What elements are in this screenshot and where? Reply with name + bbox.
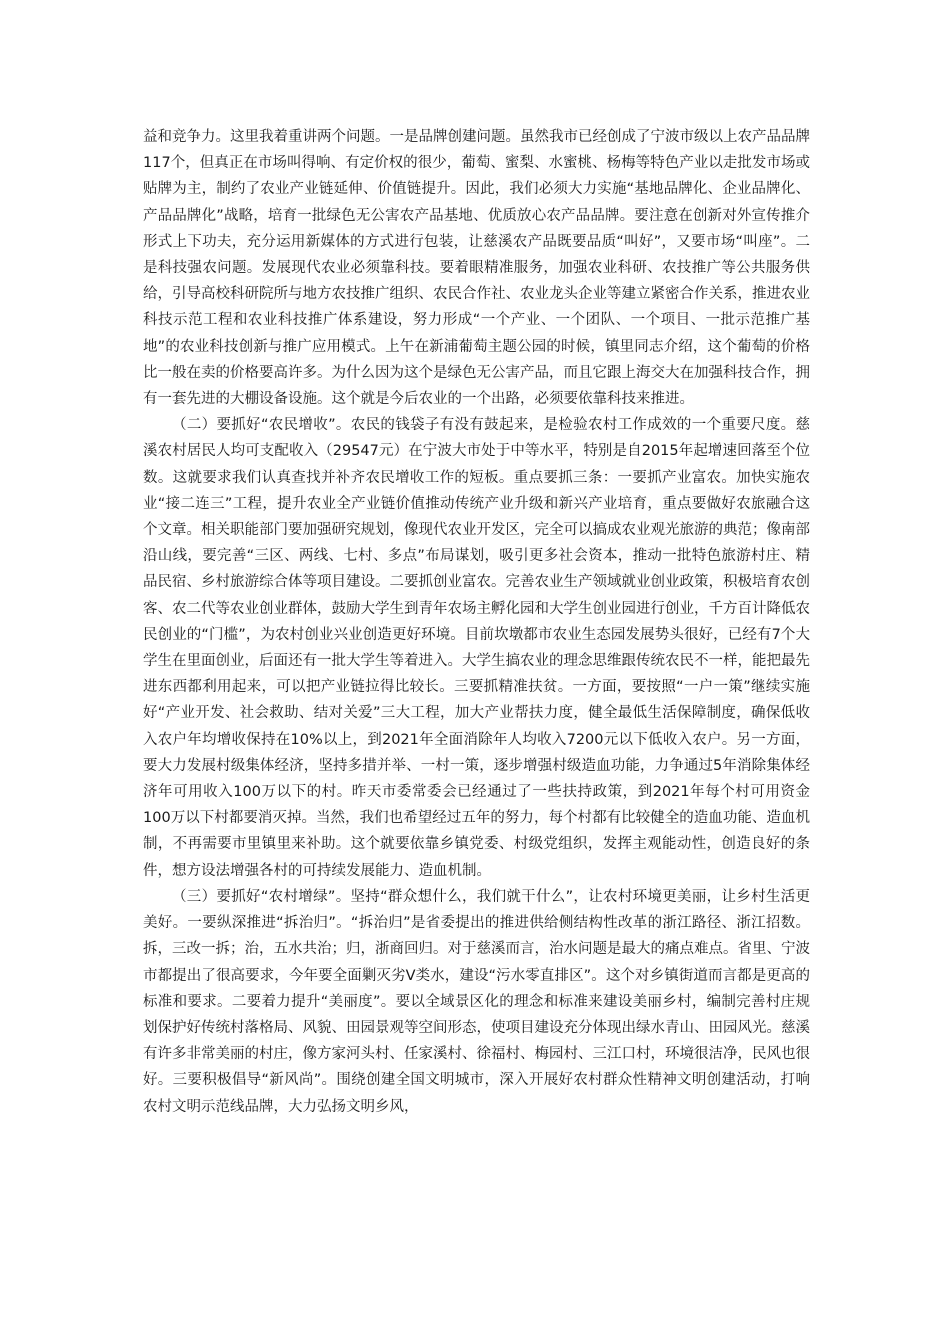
- paragraph-brand-and-tech: 益和竞争力。这里我着重讲两个问题。一是品牌创建问题。虽然我市已经创成了宁波市级以上农产品品牌117个，但真正在市场叫得响、有定价权的很少，葡萄、蜜梨、水蜜桃、杨梅等特色产业以走批发市场或贴牌为主，制约了农业产业链延伸、价值链提升。因此，我们必须大力实施“基地品牌化、企业品牌化、产品品牌化”战略，培育一批绿色无公害农产品基地、优质放心农产品品牌。要注意在创新对外宣传推介形式上下功夫，充分运用新媒体的方式进行包装，让慈溪农产品既要品质“叫好”，又要市场“叫座”。二是科技强农问题。发展现代农业必须靠科技。要着眼精准服务，加强农业科研、农技推广等公共服务供给，引导高校科研院所与地方农技推广组织、农民合作社、农业龙头企业等建立紧密合作关系，推进农业科技示范工程和农业科技推广体系建设，努力形成“一个产业、一个团队、一个项目、一批示范推广基地”的农业科技创新与推广应用模式。上午在新浦葡萄主题公园的时候，镇里同志介绍，这个葡萄的价格比一般在卖的价格要高许多。为什么因为这个是绿色无公害产品，而且它跟上海交大在加强科技合作，拥有一套先进的大棚设备设施。这个就是今后农业的一个出路，必须要依靠科技来推进。: [143, 129, 810, 408]
- paragraph-rural-greening: （三）要抓好“农村增绿”。坚持“群众想什么，我们就干什么”，让农村环境更美丽，让乡村生活更美好。一要纵深推进“拆治归”。“拆治归”是省委提出的推进供给侧结构性改革的浙江路径、浙江招数。拆，三改一拆；治，五水共治；归，浙商回归。对于慈溪而言，治水问题是最大的痛点难点。省里、宁波市都提出了很高要求，今年要全面剿灭劣V类水，建设“污水零直排区”。这个对乡镇街道而言都是更高的标准和要求。二要着力提升“美丽度”。要以全域景区化的理念和标准来建设美丽乡村，编制完善村庄规划保护好传统村落格局、风貌、田园景观等空间形态，使项目建设充分体现出绿水青山、田园风光。慈溪有许多非常美丽的村庄，像方家河头村、任家溪村、徐福村、梅园村、三江口村，环境很洁净，民风也很好。三要积极倡导“新风尚”。围绕创建全国文明城市，深入开展好农村群众性精神文明创建活动，打响农村文明示范线品牌，大力弘扬文明乡风，: [143, 888, 810, 1115]
- document-body: [143, 124, 810, 1120]
- paragraph-farmer-income: （二）要抓好“农民增收”。农民的钱袋子有没有鼓起来，是检验农村工作成效的一个重要尺度。慈溪农村居民人均可支配收入（29547元）在宁波大市处于中等水平，特别是自2015年起增速回落至个位数。这就要求我们认真查找并补齐农民增收工作的短板。重点要抓三条：一要抓产业富农。加快实施农业“接二连三”工程，提升农业全产业链价值推动传统产业升级和新兴产业培育，重点要做好农旅融合这个文章。相关职能部门要加强研究规划，像现代农业开发区，完全可以搞成农业观光旅游的典范；像南部沿山线，要完善“三区、两线、七村、多点”布局谋划，吸引更多社会资本，推动一批特色旅游村庄、精品民宿、乡村旅游综合体等项目建设。二要抓创业富农。完善农业生产领域就业创业政策，积极培育农创客、农二代等农业创业群体，鼓励大学生到青年农场主孵化园和大学生创业园进行创业，千方百计降低农民创业的“门槛”，为农村创业兴业创造更好环境。目前坎墩都市农业生态园发展势头很好，已经有7个大学生在里面创业，后面还有一批大学生等着进入。大学生搞农业的理念思维跟传统农民不一样，能把最先进东西都利用起来，可以把产业链拉得比较长。三要抓精准扶贫。一方面，要按照“一户一策”继续实施好“产业开发、社会救助、结对关爱”三大工程，加大产业帮扶力度，健全最低生活保障制度，确保低收入农户年均增收保持在10%以上，到2021年全面消除年人均收入7200元以下低收入农户。另一方面，要大力发展村级集体经济，坚持多措并举、一村一策，逐步增强村级造血功能，力争通过5年消除集体经济年可用收入100万以下的村。昨天市委常委会已经通过了一些扶持政策，到2021年每个村可用资金100万以下村都要消灭掉。当然，我们也希望经过五年的努力，每个村都有比较健全的造血功能、造血机制，不再需要市里镇里来补助。这个就要依靠乡镇党委、村级党组织，发挥主观能动性，创造良好的条件，想方设法增强各村的可持续发展能力、造血机制。: [143, 417, 810, 879]
